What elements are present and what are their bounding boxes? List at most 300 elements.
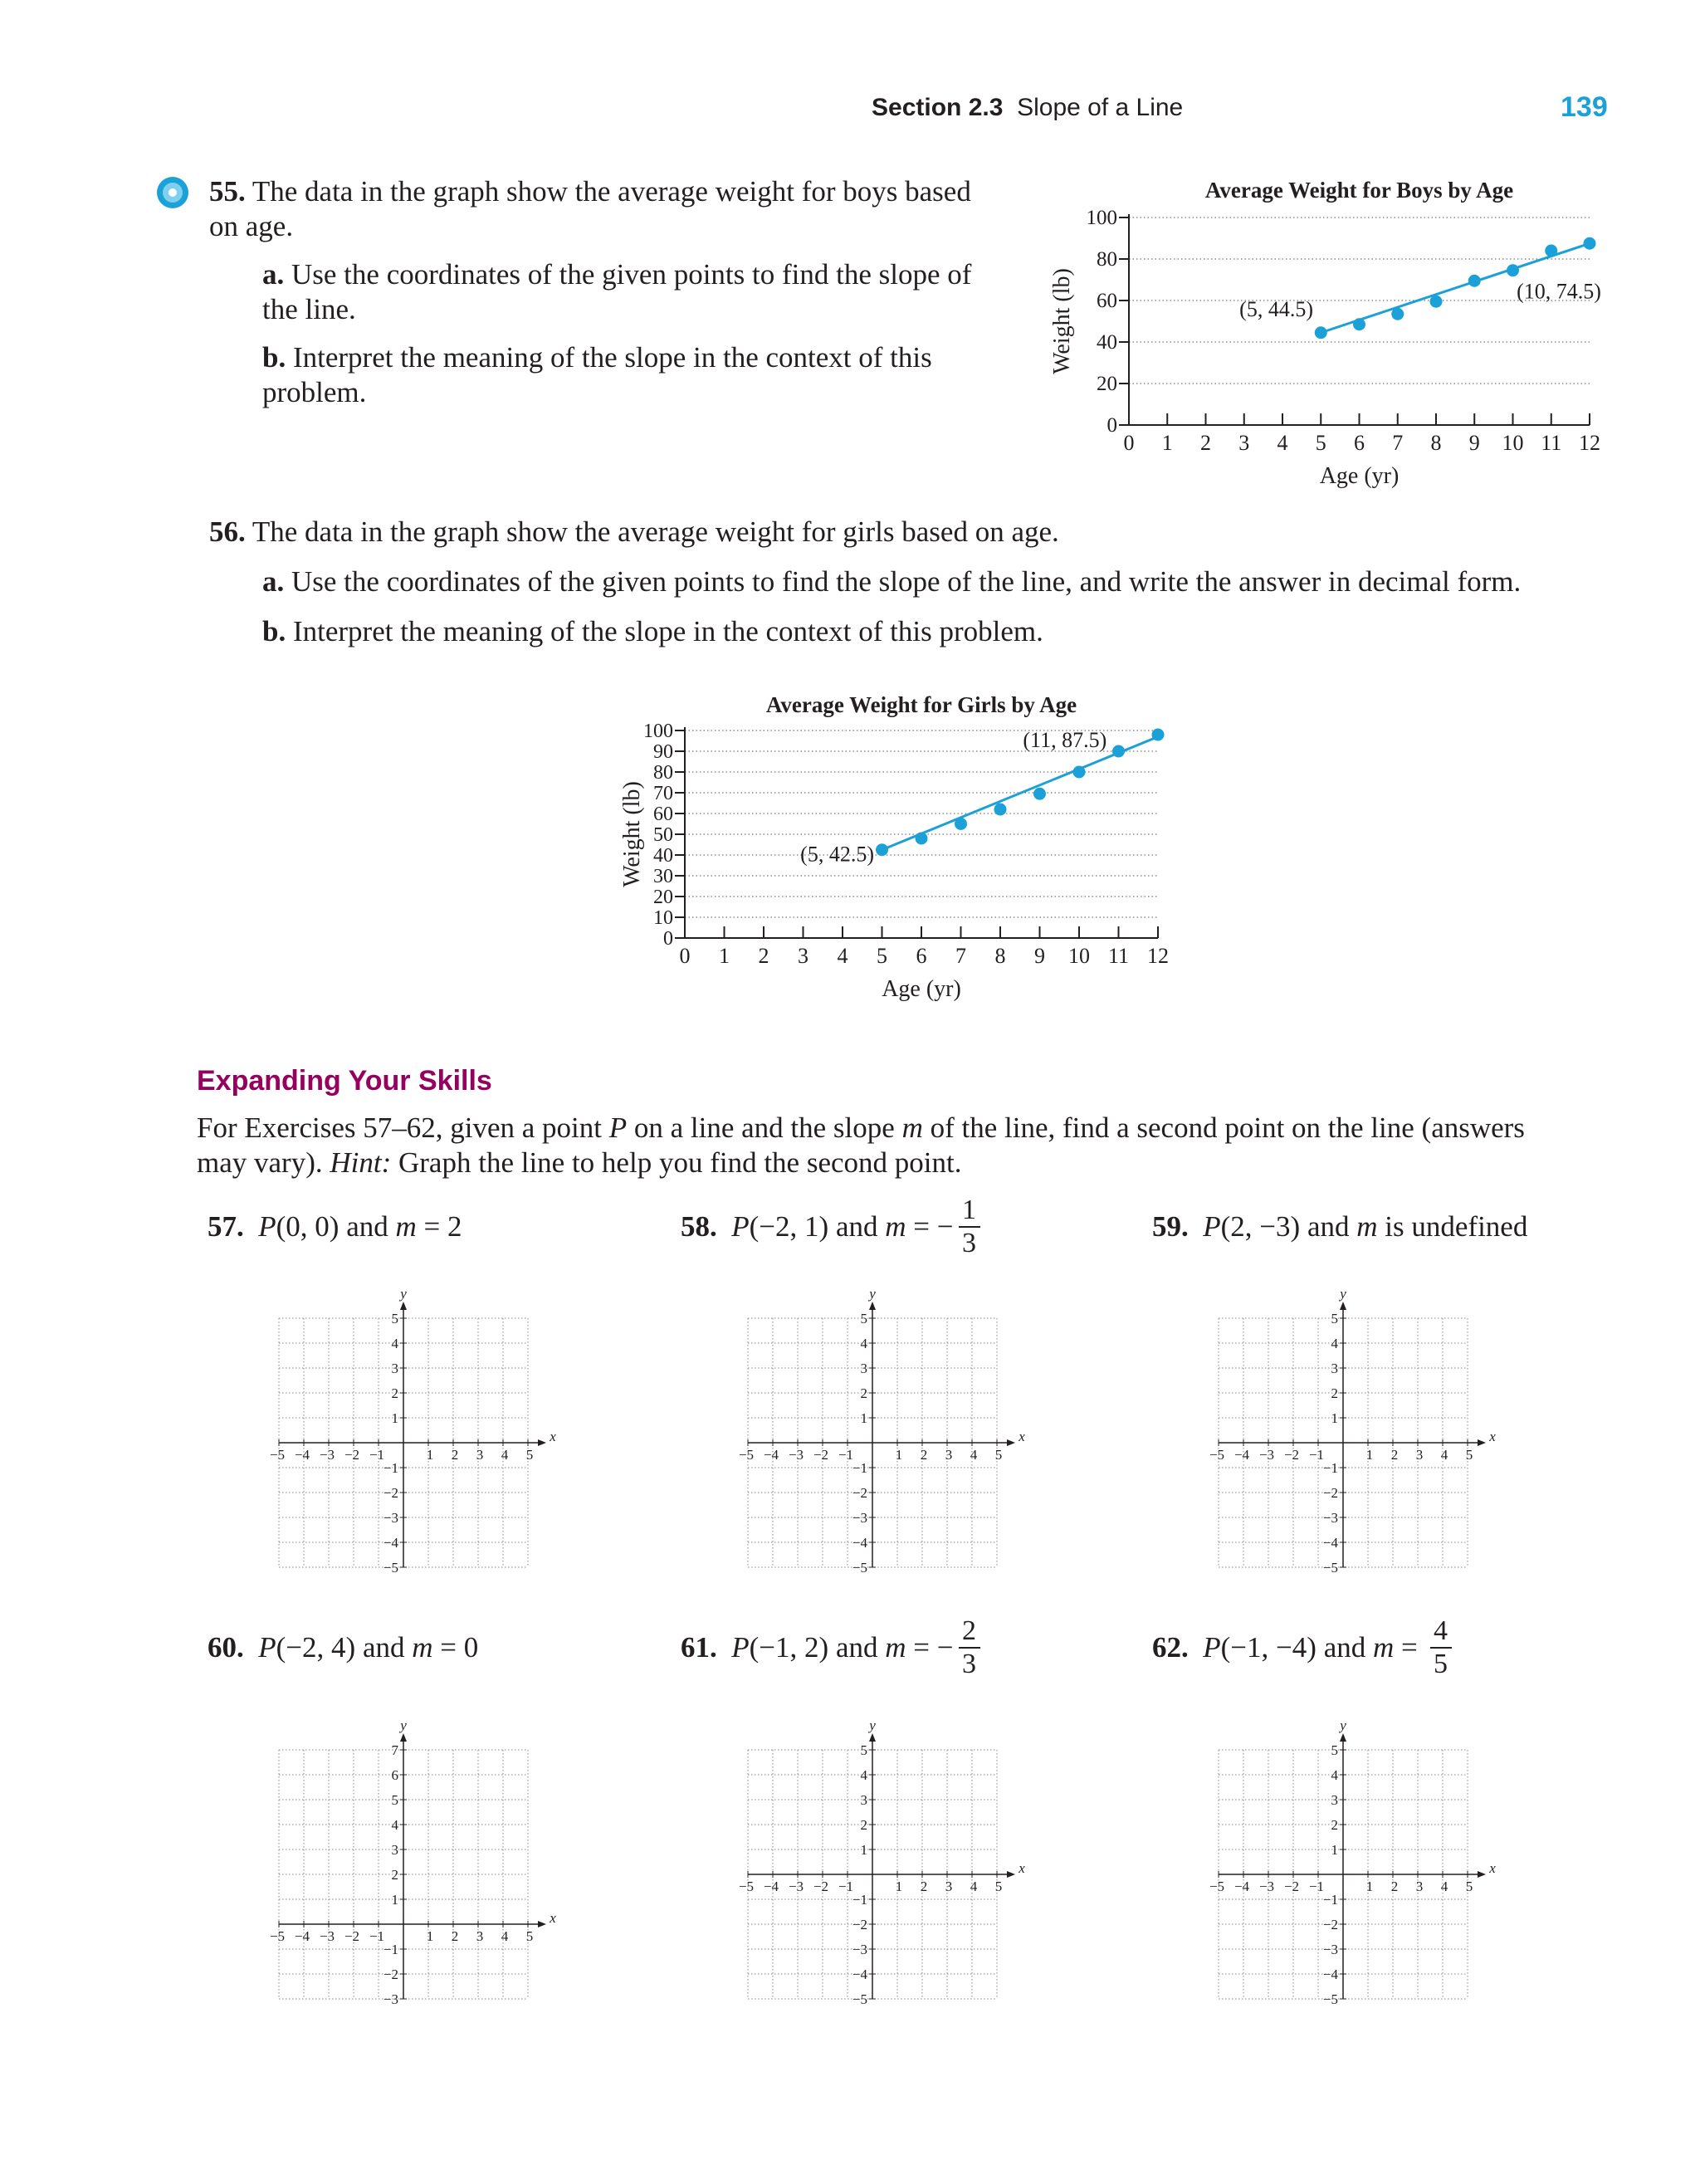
x-tick-label: 4 [501, 1447, 509, 1463]
exercise-number: 62. [1152, 1631, 1189, 1664]
coordinate-grid-59[interactable] [1204, 1278, 1511, 1585]
x-tick-label: 7 [955, 944, 966, 968]
conjunction: and [339, 1210, 396, 1243]
slope-tail: is undefined [1377, 1210, 1528, 1243]
x-tick-label: −4 [763, 1447, 779, 1463]
coordinate-grid-62[interactable] [1204, 1710, 1511, 2017]
x-tick-label: 2 [920, 1879, 928, 1894]
x-tick-label: 8 [1430, 431, 1442, 455]
x-tick-label: −1 [838, 1879, 854, 1894]
chart-title: Average Weight for Girls by Age [765, 692, 1077, 717]
y-tick-label: −2 [852, 1917, 867, 1932]
y-tick-label: 30 [653, 866, 673, 887]
y-axis-arrow [400, 1733, 407, 1742]
fraction-denominator: 5 [1434, 1649, 1448, 1679]
point-name: P [731, 1631, 750, 1664]
media-icon[interactable] [156, 176, 189, 213]
y-axis-arrow [1340, 1733, 1346, 1742]
x-tick-label: 5 [994, 1447, 1003, 1463]
y-tick-label: 20 [653, 887, 673, 908]
intro-var-m: m [901, 1112, 923, 1144]
y-tick-label: 2 [1331, 1385, 1338, 1401]
x-tick-label: 5 [1465, 1879, 1473, 1894]
y-tick-label: 2 [860, 1817, 867, 1833]
x-tick-label: 2 [1200, 431, 1211, 455]
y-axis-arrow [1340, 1302, 1346, 1310]
y-tick-label: 4 [1331, 1767, 1338, 1783]
x-tick-label: −2 [1283, 1879, 1300, 1894]
x-tick-label: −5 [269, 1447, 286, 1463]
x-tick-label: −1 [369, 1447, 385, 1463]
y-tick-label: −2 [1322, 1917, 1338, 1932]
point-name: P [731, 1210, 750, 1243]
y-tick-label: 2 [391, 1385, 398, 1401]
x-axis-name: x [550, 1910, 556, 1926]
x-tick-label: 4 [970, 1879, 978, 1894]
exercise-56 [209, 515, 1620, 550]
y-tick-label: 1 [860, 1410, 867, 1426]
slope-relation: = [906, 1631, 937, 1664]
exercise-number: 55. [209, 175, 246, 208]
exercise-61 [681, 1615, 980, 1681]
x-tick-label: 10 [1502, 431, 1524, 455]
x-tick-label: −5 [1209, 1447, 1225, 1463]
y-axis-name: y [869, 1717, 876, 1733]
y-axis-label: Weight (lb) [619, 781, 645, 887]
exercise-text: The data in the graph show the average weight for girls based on age. [252, 515, 1059, 548]
x-tick-label: 6 [1354, 431, 1365, 455]
x-tick-label: 5 [525, 1928, 534, 1944]
slope-var: m [395, 1210, 417, 1243]
part-text: Interpret the meaning of the slope in the context of this problem. [262, 341, 932, 408]
point-name: P [1203, 1631, 1221, 1664]
exercise-text: The data in the graph show the average weight for boys based on age. [209, 175, 971, 242]
x-tick-label: 3 [1415, 1447, 1424, 1463]
x-tick-label: −2 [344, 1447, 360, 1463]
x-tick-label: 4 [501, 1928, 509, 1944]
exercise-58 [681, 1194, 980, 1260]
y-tick-label: −1 [852, 1460, 867, 1476]
y-tick-label: −4 [1322, 1535, 1338, 1551]
x-tick-label: 12 [1579, 431, 1600, 455]
y-tick-label: 1 [391, 1892, 398, 1908]
chart-title: Average Weight for Boys by Age [1204, 178, 1514, 203]
conjunction: and [1316, 1631, 1373, 1664]
slope-relation: = 2 [416, 1210, 462, 1243]
x-axis-label: Age (yr) [1319, 463, 1400, 489]
point-name: P [258, 1210, 276, 1243]
x-tick-label: −5 [269, 1928, 286, 1944]
y-tick-label: 40 [653, 845, 673, 867]
fraction-numerator: 1 [962, 1195, 977, 1225]
x-tick-label: −2 [344, 1928, 360, 1944]
x-tick-label: 3 [476, 1447, 484, 1463]
x-tick-label: 7 [1392, 431, 1404, 455]
exercise-number: 59. [1152, 1210, 1189, 1243]
y-tick-label: 50 [653, 824, 673, 846]
slope-fraction [1430, 1615, 1452, 1680]
slope-fraction [959, 1615, 980, 1680]
boys-weight-chart [1046, 170, 1610, 502]
y-axis-name: y [1340, 1286, 1346, 1302]
x-tick-label: 6 [916, 944, 927, 968]
y-tick-label: 2 [1331, 1817, 1338, 1833]
y-tick-label: 80 [1097, 248, 1117, 271]
slope-relation: = [906, 1210, 937, 1243]
y-tick-label: 3 [860, 1792, 867, 1808]
section-number: Section 2.3 [872, 94, 1004, 121]
y-tick-label: −5 [852, 1560, 867, 1576]
intro-var-p: P [608, 1112, 628, 1144]
x-axis-name: x [1489, 1860, 1496, 1876]
x-tick-label: 4 [1440, 1447, 1448, 1463]
data-point [1468, 275, 1481, 287]
x-tick-label: −4 [1233, 1447, 1250, 1463]
y-tick-label: 4 [391, 1817, 398, 1833]
y-axis-name: y [400, 1717, 407, 1733]
part-text: Interpret the meaning of the slope in the context of this problem. [292, 615, 1043, 647]
slope-relation: = 0 [432, 1631, 479, 1664]
point-coords: (−2, 4) [276, 1631, 356, 1664]
x-tick-label: 1 [426, 1447, 434, 1463]
y-tick-label: 40 [1097, 331, 1117, 354]
y-tick-label: 1 [860, 1842, 867, 1858]
point-annotation: (5, 44.5) [1239, 296, 1313, 321]
x-tick-label: 5 [1465, 1447, 1473, 1463]
y-tick-label: −2 [383, 1967, 398, 1982]
x-tick-label: −4 [763, 1879, 779, 1894]
x-tick-label: 11 [1107, 944, 1130, 968]
x-axis-arrow [1478, 1439, 1486, 1446]
point-name: P [1203, 1210, 1221, 1243]
x-tick-label: −3 [1258, 1879, 1275, 1894]
x-tick-label: 3 [945, 1447, 953, 1463]
skills-intro [197, 1111, 1541, 1180]
slope-var: m [885, 1631, 906, 1664]
data-point [1152, 729, 1165, 741]
part-label: a. [262, 258, 285, 291]
fraction-numerator: 2 [962, 1615, 977, 1646]
x-tick-label: −3 [788, 1447, 804, 1463]
exercise-56a [262, 564, 1673, 599]
x-axis-name: x [1489, 1429, 1496, 1444]
y-tick-label: −4 [383, 1535, 398, 1551]
exercise-number: 60. [208, 1631, 244, 1664]
y-tick-label: 3 [391, 1361, 398, 1376]
x-axis-arrow [538, 1921, 546, 1927]
y-tick-label: 4 [860, 1336, 867, 1351]
intro-text: Graph the line to help you find the second point. [391, 1146, 962, 1179]
exercise-55 [209, 174, 973, 244]
fraction-numerator: 4 [1434, 1615, 1448, 1646]
y-tick-label: −3 [383, 1991, 398, 2007]
y-tick-label: −4 [852, 1967, 867, 1982]
point-name: P [258, 1631, 276, 1664]
data-point [994, 804, 1007, 816]
point-coords: (0, 0) [276, 1210, 340, 1243]
fraction-denominator: 3 [962, 1228, 977, 1258]
exercise-55b [262, 340, 976, 410]
x-tick-label: 5 [994, 1879, 1003, 1894]
data-point [1353, 318, 1365, 330]
x-tick-label: −5 [1209, 1879, 1225, 1894]
x-tick-label: 3 [798, 944, 808, 968]
y-axis-arrow [869, 1302, 876, 1310]
x-tick-label: 1 [426, 1928, 434, 1944]
x-tick-label: 3 [476, 1928, 484, 1944]
x-tick-label: 0 [1123, 431, 1135, 455]
y-tick-label: −2 [852, 1485, 867, 1501]
x-tick-label: −1 [1308, 1879, 1325, 1894]
x-tick-label: 4 [837, 944, 848, 968]
y-tick-label: −1 [383, 1942, 398, 1957]
y-tick-label: 5 [391, 1792, 398, 1808]
exercise-60 [208, 1615, 478, 1681]
y-tick-label: −5 [1322, 1560, 1338, 1576]
coordinate-grid-60[interactable] [264, 1710, 571, 2017]
coordinate-grid-57[interactable] [264, 1278, 571, 1585]
exercise-number: 58. [681, 1210, 717, 1243]
conjunction: and [1300, 1210, 1357, 1243]
point-annotation: (11, 87.5) [1023, 728, 1107, 752]
exercise-59 [1152, 1194, 1527, 1260]
x-tick-label: 2 [1390, 1879, 1399, 1894]
y-tick-label: 3 [391, 1842, 398, 1858]
x-axis-arrow [538, 1439, 546, 1446]
y-axis-arrow [869, 1733, 876, 1742]
exercise-number: 57. [208, 1210, 244, 1243]
x-tick-label: 5 [1315, 431, 1326, 455]
slope-var: m [1356, 1210, 1378, 1243]
exercise-55a [262, 257, 976, 327]
y-axis-arrow [400, 1302, 407, 1310]
slope-relation: = [1394, 1631, 1425, 1664]
y-axis-label: Weight (lb) [1049, 268, 1075, 374]
y-tick-label: −2 [1322, 1485, 1338, 1501]
y-tick-label: −1 [1322, 1460, 1338, 1476]
y-tick-label: −5 [1322, 1991, 1338, 2007]
x-tick-label: 1 [1161, 431, 1173, 455]
y-tick-label: 4 [1331, 1336, 1338, 1351]
x-tick-label: −3 [1258, 1447, 1275, 1463]
y-tick-label: 100 [1086, 207, 1117, 229]
part-label: a. [262, 565, 285, 598]
y-tick-label: 80 [653, 762, 673, 784]
x-tick-label: −4 [294, 1447, 310, 1463]
intro-text: on a line and the slope [627, 1112, 902, 1144]
y-tick-label: 3 [860, 1361, 867, 1376]
coordinate-grid-58[interactable] [733, 1278, 1040, 1585]
x-tick-label: −4 [294, 1928, 310, 1944]
y-tick-label: 60 [653, 804, 673, 825]
y-axis-name: y [1340, 1717, 1346, 1733]
y-tick-label: −1 [1322, 1892, 1338, 1908]
data-point [1507, 264, 1519, 276]
x-axis-name: x [550, 1429, 556, 1444]
y-tick-label: 6 [391, 1767, 398, 1783]
y-tick-label: −1 [852, 1892, 867, 1908]
data-point [955, 818, 967, 830]
part-text: Use the coordinates of the given points to find the slope of the line. [262, 258, 972, 325]
y-tick-label: 60 [1097, 290, 1117, 312]
x-tick-label: 5 [877, 944, 887, 968]
data-point [1430, 296, 1443, 308]
y-axis-name: y [400, 1286, 407, 1302]
point-coords: (−1, −4) [1220, 1631, 1317, 1664]
y-tick-label: 4 [860, 1767, 867, 1783]
x-tick-label: −1 [1308, 1447, 1325, 1463]
y-tick-label: 1 [391, 1410, 398, 1426]
point-annotation: (10, 74.5) [1517, 279, 1601, 304]
y-tick-label: 100 [643, 721, 673, 742]
x-tick-label: −2 [813, 1447, 829, 1463]
data-point [1073, 766, 1086, 779]
y-tick-label: −3 [1322, 1942, 1338, 1957]
x-tick-label: 11 [1541, 431, 1562, 455]
data-point [1112, 745, 1125, 758]
x-tick-label: −3 [319, 1928, 335, 1944]
slope-sign: − [936, 1631, 954, 1664]
slope-var: m [885, 1210, 906, 1243]
y-axis-name: y [869, 1286, 876, 1302]
x-tick-label: −4 [1233, 1879, 1250, 1894]
part-text: Use the coordinates of the given points to find the slope of the line, and write the answer in decimal form. [291, 565, 1522, 598]
x-tick-label: 10 [1068, 944, 1090, 968]
x-tick-label: 8 [994, 944, 1006, 968]
x-axis-label: Age (yr) [882, 976, 961, 1002]
y-tick-label: −3 [1322, 1510, 1338, 1526]
running-header [872, 94, 1183, 122]
x-tick-label: −3 [319, 1447, 335, 1463]
x-tick-label: −1 [369, 1928, 385, 1944]
x-axis-name: x [1019, 1429, 1025, 1444]
y-tick-label: −3 [383, 1510, 398, 1526]
coordinate-grid-61[interactable] [733, 1710, 1040, 2017]
x-axis-arrow [1478, 1871, 1486, 1878]
y-tick-label: 7 [391, 1742, 398, 1758]
x-tick-label: 9 [1468, 431, 1480, 455]
intro-hint: Hint: [330, 1146, 392, 1179]
data-point [916, 833, 928, 845]
x-tick-label: 1 [1365, 1879, 1374, 1894]
y-tick-label: 3 [1331, 1361, 1338, 1376]
y-tick-label: 5 [860, 1742, 867, 1758]
y-tick-label: −3 [852, 1510, 867, 1526]
y-tick-label: 5 [1331, 1742, 1338, 1758]
x-tick-label: −5 [738, 1447, 755, 1463]
intro-text: For Exercises 57–62, given a point [197, 1112, 609, 1144]
y-tick-label: −2 [383, 1485, 398, 1501]
x-tick-label: −5 [738, 1879, 755, 1894]
exercise-57 [208, 1194, 462, 1260]
y-tick-label: 3 [1331, 1792, 1338, 1808]
x-tick-label: 4 [970, 1447, 978, 1463]
conjunction: and [828, 1210, 886, 1243]
x-tick-label: 4 [1440, 1879, 1448, 1894]
x-tick-label: 2 [451, 1447, 459, 1463]
x-tick-label: 0 [679, 944, 691, 968]
data-point [1584, 237, 1596, 250]
x-tick-label: 2 [758, 944, 769, 968]
y-tick-label: 1 [1331, 1410, 1338, 1426]
data-point [876, 843, 888, 856]
data-point [1315, 326, 1327, 339]
x-tick-label: 9 [1034, 944, 1045, 968]
point-coords: (2, −3) [1220, 1210, 1301, 1243]
y-tick-label: −5 [852, 1991, 867, 2007]
x-tick-label: −1 [838, 1447, 854, 1463]
point-annotation: (5, 42.5) [800, 842, 874, 867]
y-tick-label: 5 [1331, 1311, 1338, 1327]
x-tick-label: 3 [945, 1879, 953, 1894]
point-coords: (−2, 1) [749, 1210, 829, 1243]
y-tick-label: −4 [1322, 1967, 1338, 1982]
data-point [1545, 245, 1557, 257]
y-tick-label: −5 [383, 1560, 398, 1576]
x-tick-label: −2 [813, 1879, 829, 1894]
girls-weight-chart [614, 685, 1195, 1017]
x-axis-name: x [1019, 1860, 1025, 1876]
y-tick-label: 1 [1331, 1842, 1338, 1858]
exercise-62 [1152, 1615, 1452, 1681]
slope-var: m [1372, 1631, 1395, 1664]
x-tick-label: 1 [719, 944, 730, 968]
x-tick-label: 5 [525, 1447, 534, 1463]
part-label: b. [262, 615, 286, 647]
section-title: Slope of a Line [1017, 94, 1184, 121]
y-tick-label: 10 [653, 907, 673, 929]
y-tick-label: 0 [1106, 414, 1117, 437]
y-tick-label: 5 [860, 1311, 867, 1327]
y-tick-label: 4 [391, 1336, 398, 1351]
x-tick-label: 1 [1365, 1447, 1374, 1463]
x-axis-arrow [1007, 1871, 1015, 1878]
slope-sign: − [936, 1210, 954, 1243]
x-tick-label: 1 [895, 1447, 903, 1463]
y-tick-label: 2 [391, 1867, 398, 1883]
section-heading: Expanding Your Skills [197, 1065, 492, 1097]
slope-fraction [959, 1195, 980, 1259]
intro-text: of the line, find a second point on the line (answers may vary). [197, 1112, 1525, 1179]
data-point [1391, 308, 1404, 320]
y-tick-label: 2 [860, 1385, 867, 1401]
slope-var: m [412, 1631, 433, 1664]
x-tick-label: 12 [1147, 944, 1169, 968]
y-tick-label: 5 [391, 1311, 398, 1327]
x-tick-label: 3 [1415, 1879, 1424, 1894]
x-tick-label: 2 [451, 1928, 459, 1944]
y-tick-label: 0 [663, 928, 673, 950]
x-tick-label: 3 [1238, 431, 1250, 455]
exercise-56b [262, 614, 1673, 649]
conjunction: and [355, 1631, 413, 1664]
conjunction: and [828, 1631, 886, 1664]
y-tick-label: 70 [653, 783, 673, 804]
y-tick-label: −3 [852, 1942, 867, 1957]
y-tick-label: 90 [653, 741, 673, 763]
x-tick-label: 2 [1390, 1447, 1399, 1463]
x-tick-label: 2 [920, 1447, 928, 1463]
fraction-denominator: 3 [962, 1649, 977, 1679]
y-tick-label: −4 [852, 1535, 867, 1551]
x-axis-arrow [1007, 1439, 1015, 1446]
y-tick-label: 20 [1097, 373, 1117, 395]
data-point [1033, 788, 1046, 800]
y-tick-label: −1 [383, 1460, 398, 1476]
exercise-number: 61. [681, 1631, 717, 1664]
x-tick-label: 1 [895, 1879, 903, 1894]
point-coords: (−1, 2) [749, 1631, 829, 1664]
